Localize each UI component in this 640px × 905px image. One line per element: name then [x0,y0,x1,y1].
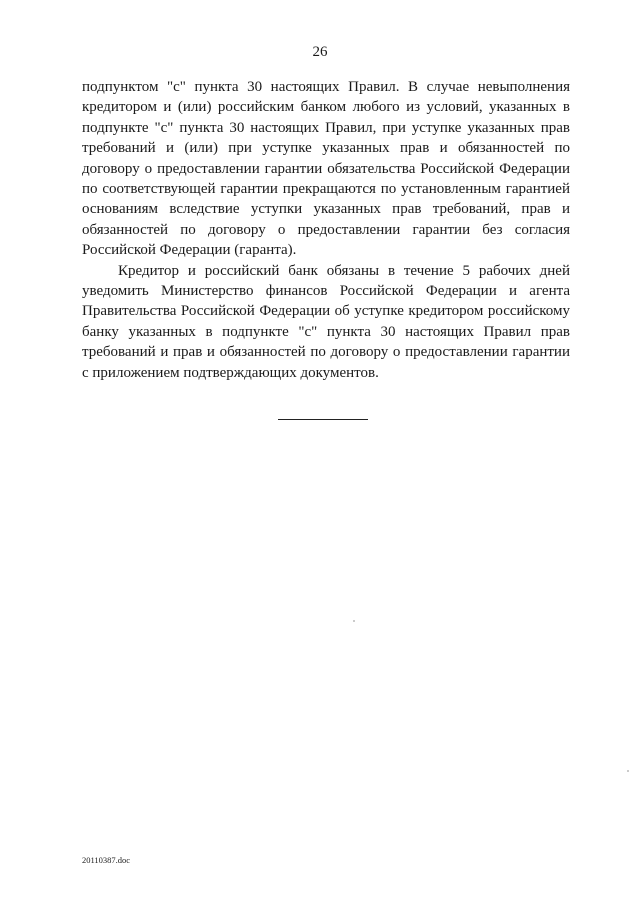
document-file-code: 20110387.doc [82,855,131,865]
paragraph-continuation: подпунктом "с" пункта 30 настоящих Правил. В случае невыполнения кредитором и (или) российским банком любого из условий, указанных в подпункте "с" пункта 30 настоящих Правил, при уступке указанных прав требований и (или) при уступке указанных прав и обязанностей по договору о предоставлении гарантии обязательства Российской Федерации по соответствующей гарантии прекращаются по установленным гарантией основаниям вследствие уступки указанных прав требований, прав и обязанностей по договору о предоставлении гарантии без согласия Российской Федерации (гаранта). [82,79,570,259]
paragraph-notification: Кредитор и российский банк обязаны в течение 5 рабочих дней уведомить Министерство финансов Российской Федерации и агента Правительства Российской Федерации об уступке кредитором российскому банку указанных в подпункте "с" пункта 30 настоящих Правил прав требований и прав и обязанностей по договору о предоставлении гарантии с приложением подтверждающих документов. [82,262,570,381]
end-of-text-rule [278,419,368,420]
page-number: 26 [312,44,328,60]
scan-speck [353,620,355,622]
document-body [82,77,570,383]
scan-speck [627,770,629,772]
